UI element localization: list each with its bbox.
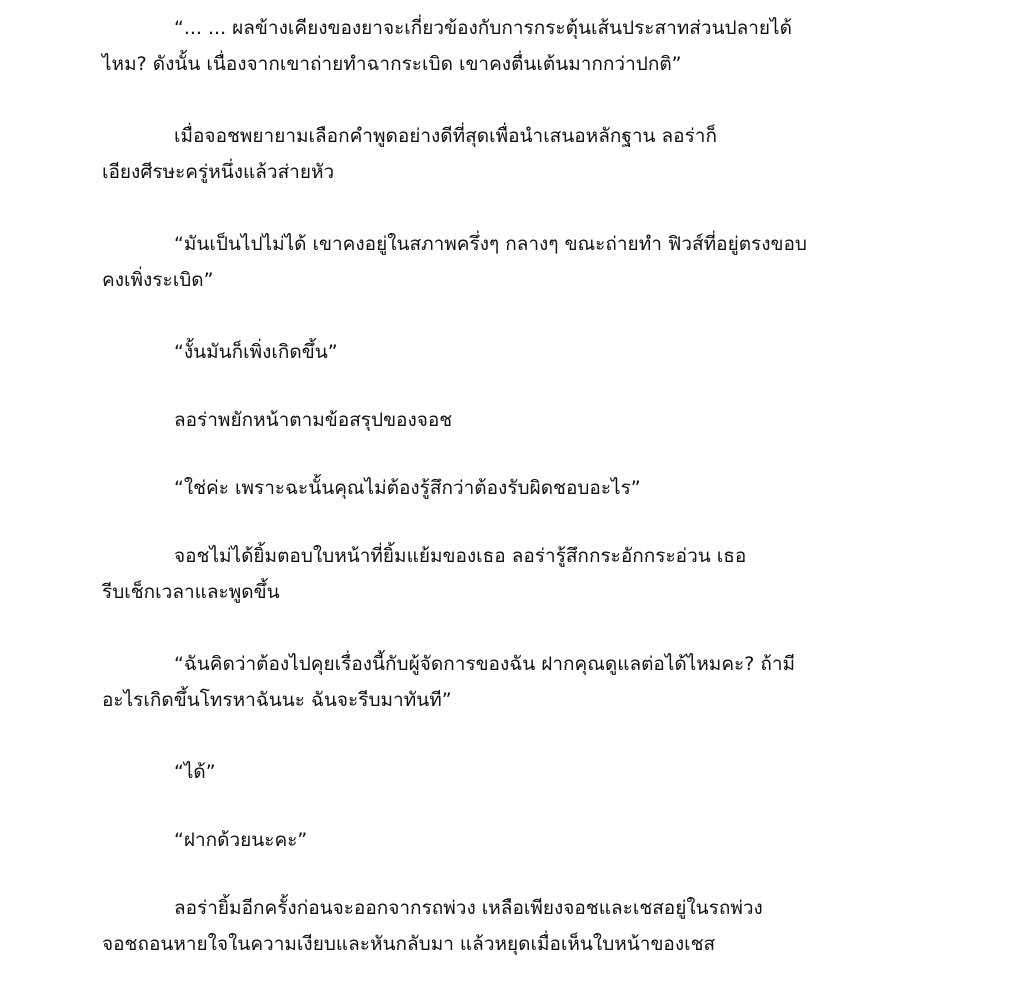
paragraph-please	[102, 822, 942, 858]
paragraph-line: “ใช่ค่ะ เพราะฉะนั้นคุณไม่ต้องรู้สึกว่าต้องรับผิดชอบอะไร”	[174, 477, 641, 499]
paragraph-impossible	[102, 226, 942, 298]
paragraph-talk-to-manager	[102, 646, 942, 718]
paragraph-evidence	[102, 118, 942, 190]
paragraph-line: จอชไม่ได้ยิ้มตอบใบหน้าที่ยิ้มแย้มของเธอ ลอร่ารู้สึกกระอักกระอ่วน เธอ	[174, 545, 747, 567]
paragraph-laura-nods	[102, 402, 942, 438]
paragraph-just-happened	[102, 334, 942, 370]
paragraph-line: จอชถอนหายใจในความเงียบและหันกลับมา แล้วหยุดเมื่อเห็นใบหน้าของเชส	[102, 933, 716, 955]
paragraph-side-effect-question	[102, 10, 942, 82]
paragraph-line: ไหม? ดังนั้น เนื่องจากเขาถ่ายทำฉากระเบิด เขาคงตื่นเต้นมากกว่าปกติ”	[102, 53, 682, 75]
paragraph-line: เมื่อจอชพยายามเลือกคำพูดอย่างดีที่สุดเพื่อนำเสนอหลักฐาน ลอร่าก็	[174, 125, 717, 147]
paragraph-line: “... ... ผลข้างเคียงของยาจะเกี่ยวข้องกับการกระตุ้นเส้นประสาทส่วนปลายได้	[174, 17, 792, 39]
paragraph-line: คงเพิ่งระเบิด”	[102, 269, 214, 291]
paragraph-line: “ฉันคิดว่าต้องไปคุยเรื่องนี้กับผู้จัดการของฉัน ฝากคุณดูแลต่อได้ไหมคะ? ถ้ามี	[174, 653, 796, 675]
paragraph-line: เอียงศีรษะครู่หนึ่งแล้วส่ายหัว	[102, 161, 335, 183]
paragraph-josh-no-smile	[102, 538, 942, 610]
paragraph-line: “งั้นมันก็เพิ่งเกิดขึ้น”	[174, 341, 338, 363]
paragraph-line: ลอร่าพยักหน้าตามข้อสรุปของจอช	[174, 409, 453, 431]
paragraph-line: อะไรเกิดขึ้นโทรหาฉันนะ ฉันจะรีบมาทันที”	[102, 689, 452, 711]
paragraph-laura-leaves	[102, 890, 942, 962]
paragraph-line: “ได้”	[174, 761, 216, 783]
paragraph-ok	[102, 754, 942, 790]
paragraph-line: “มันเป็นไปไม่ได้ เขาคงอยู่ในสภาพครึ่งๆ กลางๆ ขณะถ่ายทำ ฟิวส์ที่อยู่ตรงขอบ	[174, 233, 807, 255]
paragraph-line: ลอร่ายิ้มอีกครั้งก่อนจะออกจากรถพ่วง เหลือเพียงจอชและเชสอยู่ในรถพ่วง	[174, 897, 763, 919]
paragraph-line: “ฝากด้วยนะคะ”	[174, 829, 308, 851]
paragraph-line: รีบเช็กเวลาและพูดขึ้น	[102, 581, 280, 603]
paragraph-not-responsible	[102, 470, 942, 506]
